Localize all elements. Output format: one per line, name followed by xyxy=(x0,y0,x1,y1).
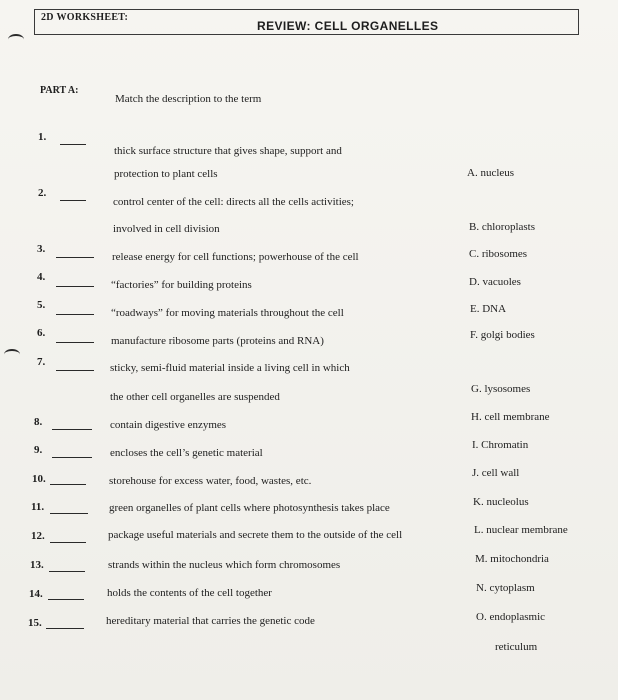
question-text: hereditary material that carries the genetic code xyxy=(106,615,315,627)
answer-option: L. nuclear membrane xyxy=(474,524,568,536)
question-text: contain digestive enzymes xyxy=(110,419,227,431)
question-text: the other cell organelles are suspended xyxy=(110,391,280,403)
question-number: 5. xyxy=(37,299,46,311)
answer-option: N. cytoplasm xyxy=(476,582,535,594)
answer-option: B. chloroplasts xyxy=(469,221,535,233)
worksheet-header xyxy=(34,9,579,35)
question-text: sticky, semi-fluid material inside a living cell in which xyxy=(110,362,350,374)
question-text: protection to plant cells xyxy=(114,168,218,180)
question-number: 14. xyxy=(29,588,43,600)
question-text: involved in cell division xyxy=(113,223,220,235)
answer-blank[interactable] xyxy=(46,628,84,629)
answer-blank[interactable] xyxy=(60,200,86,201)
part-instructions: Match the description to the term xyxy=(115,93,262,105)
question-number: 8. xyxy=(34,416,43,428)
question-number: 3. xyxy=(37,243,46,255)
answer-option-continuation: reticulum xyxy=(495,641,538,653)
answer-blank[interactable] xyxy=(52,457,92,458)
question-text: control center of the cell: directs all the cells activities; xyxy=(113,196,354,208)
question-number: 1. xyxy=(38,131,47,143)
question-text: green organelles of plant cells where photosynthesis takes place xyxy=(109,502,390,514)
answer-option: M. mitochondria xyxy=(475,553,549,565)
answer-blank[interactable] xyxy=(56,370,94,371)
answer-option: E. DNA xyxy=(470,303,507,315)
answer-blank[interactable] xyxy=(56,342,94,343)
question-text: encloses the cell’s genetic material xyxy=(110,447,263,459)
question-text: “roadways” for moving materials throughout the cell xyxy=(111,307,344,319)
answer-option: G. lysosomes xyxy=(471,383,531,395)
question-number: 12. xyxy=(31,530,45,542)
question-number: 2. xyxy=(38,187,47,199)
question-number: 10. xyxy=(32,473,46,485)
page-title: REVIEW: CELL ORGANELLES xyxy=(257,19,439,33)
binder-hole-top xyxy=(8,34,24,45)
answer-blank[interactable] xyxy=(48,599,84,600)
answer-blank[interactable] xyxy=(52,429,92,430)
question-text: manufacture ribosome parts (proteins and RNA) xyxy=(111,335,324,347)
question-text: storehouse for excess water, food, wastes, etc. xyxy=(109,475,312,487)
answer-option: D. vacuoles xyxy=(469,276,521,288)
answer-blank[interactable] xyxy=(56,286,94,287)
answer-blank[interactable] xyxy=(50,513,88,514)
answer-blank[interactable] xyxy=(50,484,86,485)
answer-option: H. cell membrane xyxy=(471,411,550,423)
answer-option: O. endoplasmic xyxy=(476,611,546,623)
question-number: 13. xyxy=(30,559,44,571)
question-text: package useful materials and secrete them to the outside of the cell xyxy=(108,529,403,541)
answer-blank[interactable] xyxy=(50,542,86,543)
question-text: release energy for cell functions; powerhouse of the cell xyxy=(112,251,359,263)
question-number: 9. xyxy=(34,444,43,456)
answer-blank[interactable] xyxy=(60,144,86,145)
answer-option: I. Chromatin xyxy=(472,439,529,451)
answer-option: K. nucleolus xyxy=(473,496,529,508)
question-text: “factories” for building proteins xyxy=(111,279,252,291)
answer-blank[interactable] xyxy=(56,314,94,315)
part-label: PART A: xyxy=(40,85,79,96)
question-number: 11. xyxy=(31,501,45,513)
answer-option: F. golgi bodies xyxy=(470,329,535,341)
answer-option: J. cell wall xyxy=(472,467,520,479)
question-text: thick surface structure that gives shape, support and xyxy=(114,145,342,157)
answer-blank[interactable] xyxy=(56,257,94,258)
question-text: holds the contents of the cell together xyxy=(107,587,272,599)
question-number: 6. xyxy=(37,327,46,339)
binder-hole-middle xyxy=(4,349,20,360)
answer-option: A. nucleus xyxy=(467,167,515,179)
question-number: 7. xyxy=(37,356,46,368)
question-text: strands within the nucleus which form chromosomes xyxy=(108,559,341,571)
worksheet-label: 2D WORKSHEET: xyxy=(41,12,129,23)
answer-option: C. ribosomes xyxy=(469,248,528,260)
question-number: 15. xyxy=(28,617,42,629)
question-number: 4. xyxy=(37,271,46,283)
answer-blank[interactable] xyxy=(49,571,85,572)
